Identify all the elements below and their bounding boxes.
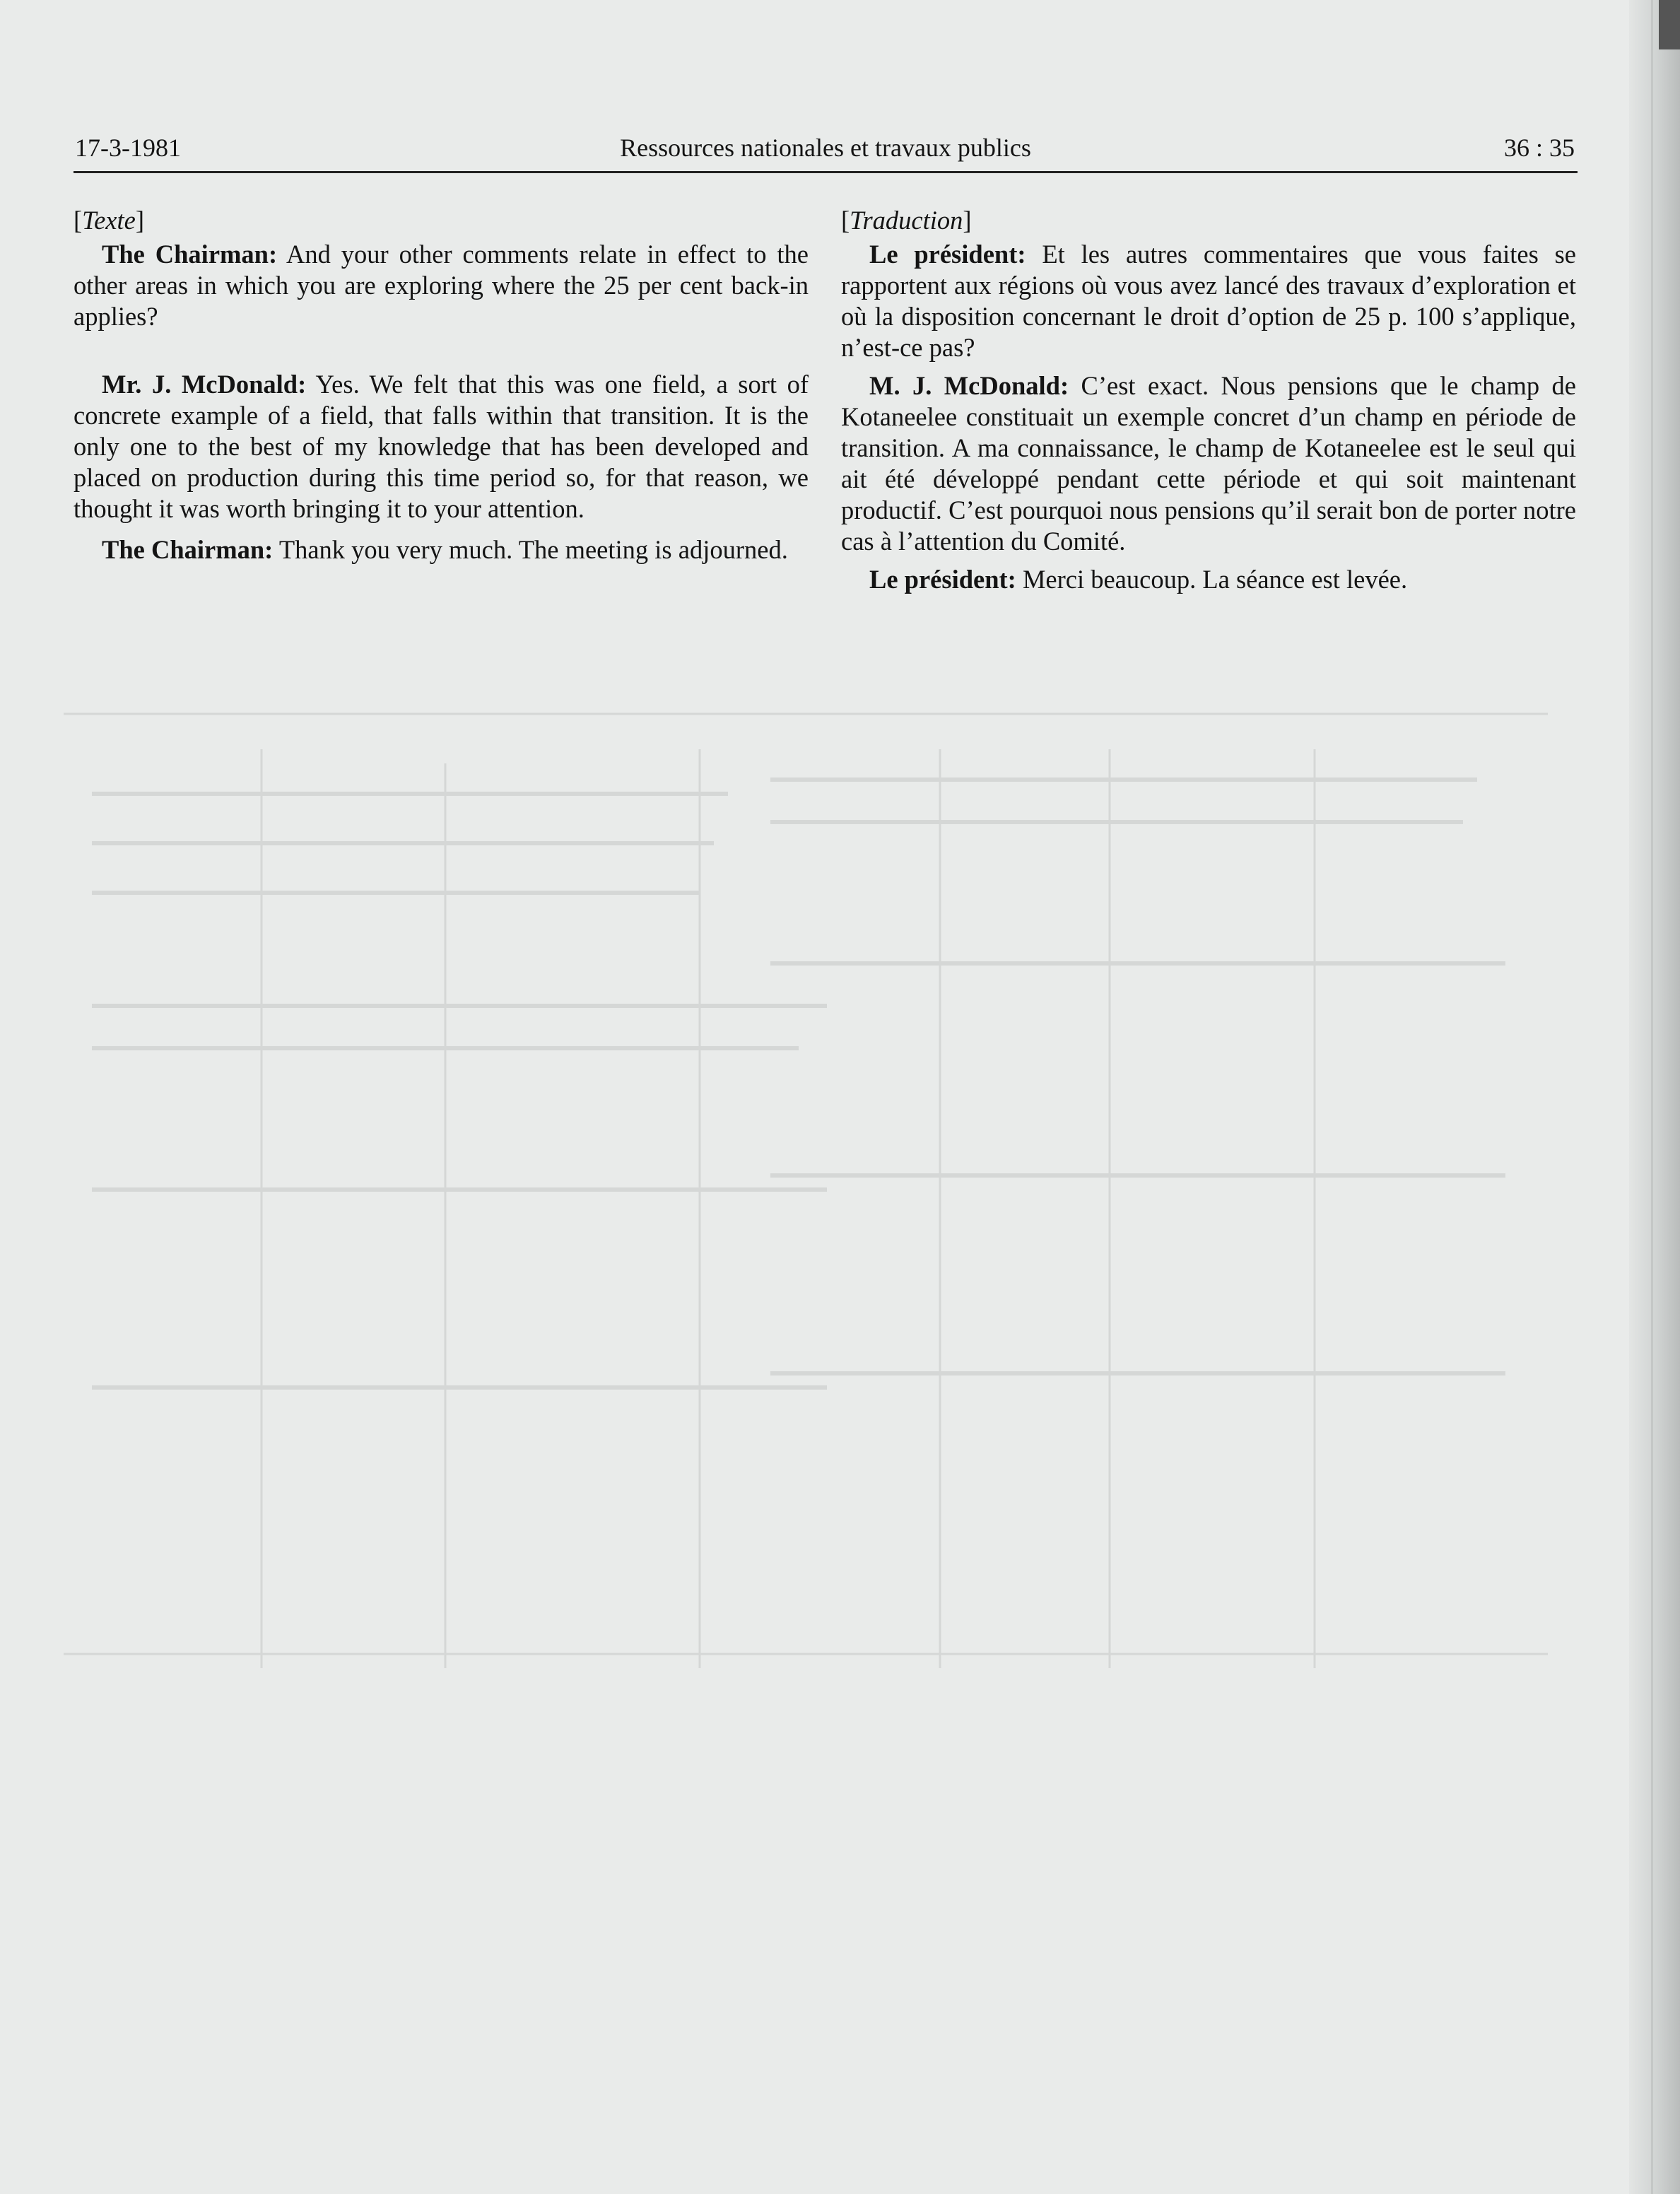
speech-text: Et les autres commentaires que vous faites se rapportent aux régions où vous avez lancé des travaux d’exploration et où la disposition concernant le droit d’option de 25 p. 100 s’applique, n’est-ce pas? bbox=[841, 240, 1577, 362]
section-label-text: Texte bbox=[82, 206, 136, 235]
header-date: 17-3-1981 bbox=[75, 134, 181, 162]
speech-text: Merci beaucoup. La séance est levée. bbox=[1022, 565, 1408, 594]
section-label-traduction bbox=[841, 205, 1576, 236]
paragraph bbox=[841, 239, 1576, 363]
paragraph bbox=[841, 564, 1576, 595]
page-edge-shadow bbox=[1629, 0, 1680, 2194]
section-label-texte bbox=[74, 205, 809, 236]
speech-text: Yes. We felt that this was one field, a sort of concrete example of a field, that falls within that transition. It is the only one to the best of my knowledge that has been developed and placed on production during this time period so, for that reason, we thought it was worth bringing it to your attention. bbox=[74, 370, 809, 523]
paragraph bbox=[74, 239, 809, 332]
section-label-text: Traduction bbox=[850, 206, 963, 235]
paragraph bbox=[74, 369, 809, 524]
speaker-name: Le président: bbox=[869, 240, 1026, 269]
speech-text: Thank you very much. The meeting is adjourned. bbox=[278, 535, 788, 564]
speech-text: C’est exact. Nous pensions que le champ de Kotaneelee constituait un exemple concret d’un champ en période de transition. A ma connaissance, le champ de Kotaneelee est le seul qui ait été développé pendant cette période et qui soit maintenant productif. C’est pourquoi nous pensions qu’il serait bon de porter notre cas à l’attention du Comité. bbox=[841, 371, 1577, 556]
speaker-name: The Chairman: bbox=[102, 240, 278, 269]
english-column bbox=[74, 205, 809, 565]
paragraph bbox=[74, 534, 809, 565]
french-column bbox=[841, 205, 1576, 595]
bracket-close: ] bbox=[135, 206, 145, 235]
scan-corner-mark bbox=[1659, 0, 1680, 49]
header-page-number: 36 : 35 bbox=[1503, 134, 1575, 162]
header-title: Ressources nationales et travaux publics bbox=[620, 134, 1031, 162]
speaker-name: Mr. J. McDonald: bbox=[102, 370, 307, 399]
page-edge-line bbox=[1651, 0, 1653, 2194]
bracket-open: [ bbox=[841, 206, 850, 235]
running-head bbox=[74, 122, 1578, 173]
bracket-open: [ bbox=[74, 206, 83, 235]
show-through-ghost bbox=[64, 608, 1548, 1739]
paragraph bbox=[841, 370, 1576, 557]
speaker-name: The Chairman: bbox=[102, 535, 274, 564]
bracket-close: ] bbox=[963, 206, 972, 235]
speaker-name: M. J. McDonald: bbox=[869, 371, 1069, 400]
speech-text: And your other comments relate in effect to the other areas in which you are exploring where the 25 per cent back-in applies? bbox=[74, 240, 809, 331]
speaker-name: Le président: bbox=[869, 565, 1016, 594]
